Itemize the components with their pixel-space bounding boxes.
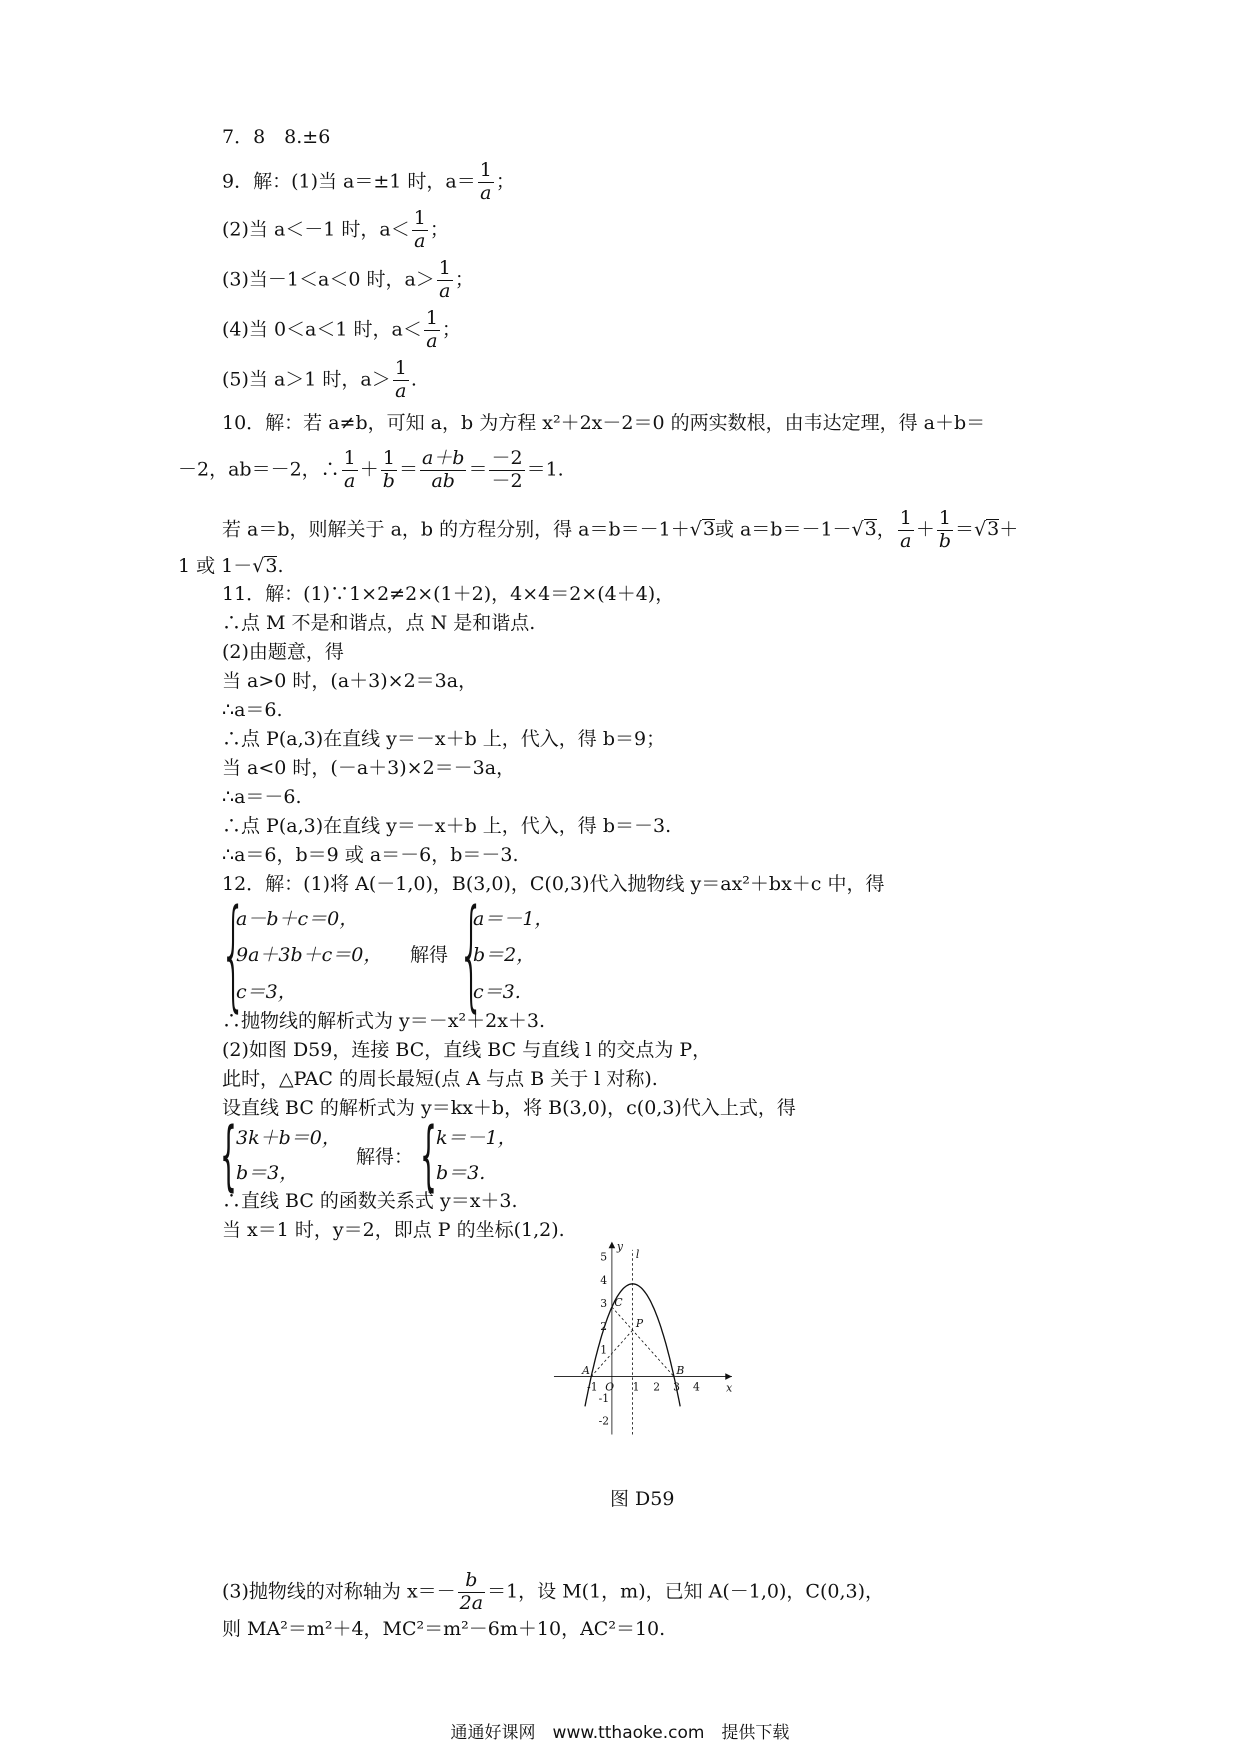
problem-11-line-4: 当 a>0 时，(a＋3)×2＝3a， <box>222 670 478 692</box>
y-axis-label: y <box>616 1240 623 1253</box>
y-tick-label: 3 <box>600 1297 608 1311</box>
problem-9-line-4: (4)当 0＜a＜1 时，a＜ $\frac{1}{a}$ ； <box>222 307 461 352</box>
y-tick-label: -2 <box>598 1414 610 1428</box>
problem-11-line-3: (2)由题意，得 <box>222 641 344 663</box>
problem-11-line-8: ∴a＝－6. <box>222 786 302 808</box>
y-tick-label: -1 <box>598 1392 610 1406</box>
problem-10-line-4: 1 或 1－√3. <box>178 555 284 577</box>
problem-12-line-5: 设直线 BC 的解析式为 y＝kx＋b，将 B(3,0)，c(0,3)代入上式，得 <box>222 1097 796 1119</box>
problem-12-line-6: ∴直线 BC 的函数关系式 y＝x＋3. <box>222 1190 518 1212</box>
problem-11-line-2: ∴点 M 不是和谐点，点 N 是和谐点. <box>222 612 536 634</box>
x-tick-label: 2 <box>653 1380 661 1394</box>
system-2-result-1: k＝－1， <box>436 1127 517 1149</box>
figure-caption: 图 D59 <box>610 1488 675 1510</box>
x-tick-label: 3 <box>673 1380 680 1394</box>
problem-10-line-1: 10．解：若 a≠b，可知 a，b 为方程 x²＋2x－2＝0 的两实数根，由韦达定理，得 a＋b＝ <box>222 412 986 434</box>
problem-12-line-7: 当 x＝1 时，y＝2，即点 P 的坐标(1,2). <box>222 1219 565 1241</box>
problem-12-line-3: (2)如图 D59，连接 BC，直线 BC 与直线 l 的交点为 P， <box>222 1039 712 1061</box>
point-c-label: C <box>614 1296 623 1310</box>
system-1-eq-2: 9a＋3b＋c＝0， <box>236 944 383 966</box>
x-axis-label: x <box>726 1381 733 1395</box>
problem-9-line-3: (3)当－1＜a＜0 时，a＞ $\frac{1}{a}$ ； <box>222 257 474 302</box>
system-1-eq-1: a－b＋c＝0， <box>236 908 359 930</box>
left-brace: { <box>458 885 485 1024</box>
problem-9-line-2: (2)当 a＜－1 时，a＜ $\frac{1}{a}$ ； <box>222 207 449 252</box>
x-tick-label: -1 <box>587 1380 598 1394</box>
system-2-solve-label: 解得： <box>356 1146 414 1168</box>
point-p-label: P <box>635 1316 644 1330</box>
answer-7-8: 7．8 8.±6 <box>222 126 331 148</box>
origin-label: O <box>605 1380 615 1394</box>
problem-11-line-7: 当 a<0 时，(－a＋3)×2＝－3a， <box>222 757 516 779</box>
problem-10-line-2: －2，ab＝－2，∴ $\frac{1}{a}$ ＋ $\frac{1}{b}$ ＝ $\frac{a+b}{ab}$ ＝ $\frac{-2}{-2}$ ＝1. <box>178 447 564 492</box>
problem-9-line-5: (5)当 a＞1 时，a＞ $\frac{1}{a}$ . <box>222 357 417 402</box>
system-1-result-3: c＝3. <box>473 981 521 1003</box>
left-brace: { <box>220 1110 237 1199</box>
problem-11-line-9: ∴点 P(a,3)在直线 y＝－x＋b 上，代入，得 b＝－3. <box>222 815 672 837</box>
line-l-label: l <box>635 1248 640 1262</box>
y-axis-arrow-icon <box>609 1242 616 1249</box>
y-tick-label: 4 <box>600 1273 608 1287</box>
problem-10-line-3: 若 a＝b，则解关于 a，b 的方程分别，得 a＝b＝－1＋√3或 a＝b＝－1－√3， $\frac{1}{a}$ ＋ $\frac{1}{b}$ ＝√3＋ <box>222 507 1019 552</box>
point-b-label: B <box>676 1364 685 1378</box>
system-2-eq-2: b＝3， <box>236 1162 299 1184</box>
left-brace: { <box>220 885 247 1024</box>
y-tick-label: 5 <box>600 1250 608 1264</box>
point-a-label: A <box>582 1364 590 1378</box>
x-tick-label: 4 <box>693 1380 700 1394</box>
y-tick-label: 1 <box>600 1343 608 1357</box>
problem-11-line-1: 11．解：(1)∵1×2≠2×(1＋2)，4×4＝2×(4＋4)， <box>222 583 675 605</box>
system-1-result-2: b＝2， <box>473 944 536 966</box>
x-axis-arrow-icon <box>725 1373 732 1380</box>
problem-11-line-10: ∴a＝6，b＝9 或 a＝－6，b＝－3. <box>222 844 519 866</box>
problem-9-line-1: 9．解：(1)当 a＝±1 时，a＝ $\frac{1}{a}$ ； <box>222 159 515 204</box>
x-tick-label: 1 <box>632 1380 640 1394</box>
problem-12-line-8: (3)抛物线的对称轴为 x＝－ $\frac{b}{2a}$ ＝1，设 M(1，m)，已知 A(－1,0)，C(0,3)， <box>222 1569 884 1614</box>
problem-12-line-9: 则 MA²＝m²＋4，MC²＝m²－6m＋10，AC²＝10. <box>222 1618 666 1640</box>
system-1-solve-label: 解得 <box>410 944 449 966</box>
problem-11-line-6: ∴点 P(a,3)在直线 y＝－x＋b 上，代入，得 b＝9； <box>222 728 666 750</box>
parabola-figure <box>530 1240 760 1480</box>
problem-12-line-2: ∴抛物线的解析式为 y＝－x²＋2x＋3. <box>222 1010 546 1032</box>
y-tick-label: 2 <box>600 1320 608 1334</box>
system-2-result-2: b＝3. <box>436 1162 486 1184</box>
problem-11-line-5: ∴a＝6. <box>222 699 283 721</box>
system-1-eq-3: c＝3， <box>236 981 297 1003</box>
system-1-result-1: a＝－1， <box>473 908 554 930</box>
problem-12-line-1: 12．解：(1)将 A(－1,0)，B(3,0)，C(0,3)代入抛物线 y＝ax²＋bx＋c 中，得 <box>222 873 885 895</box>
left-brace: { <box>420 1110 437 1199</box>
system-2-eq-1: 3k＋b＝0， <box>236 1127 341 1149</box>
problem-12-line-4: 此时，△PAC 的周长最短(点 A 与点 B 关于 l 对称). <box>222 1068 658 1090</box>
page-footer: 通通好课网 www.tthaoke.com 提供下载 <box>450 1723 790 1743</box>
